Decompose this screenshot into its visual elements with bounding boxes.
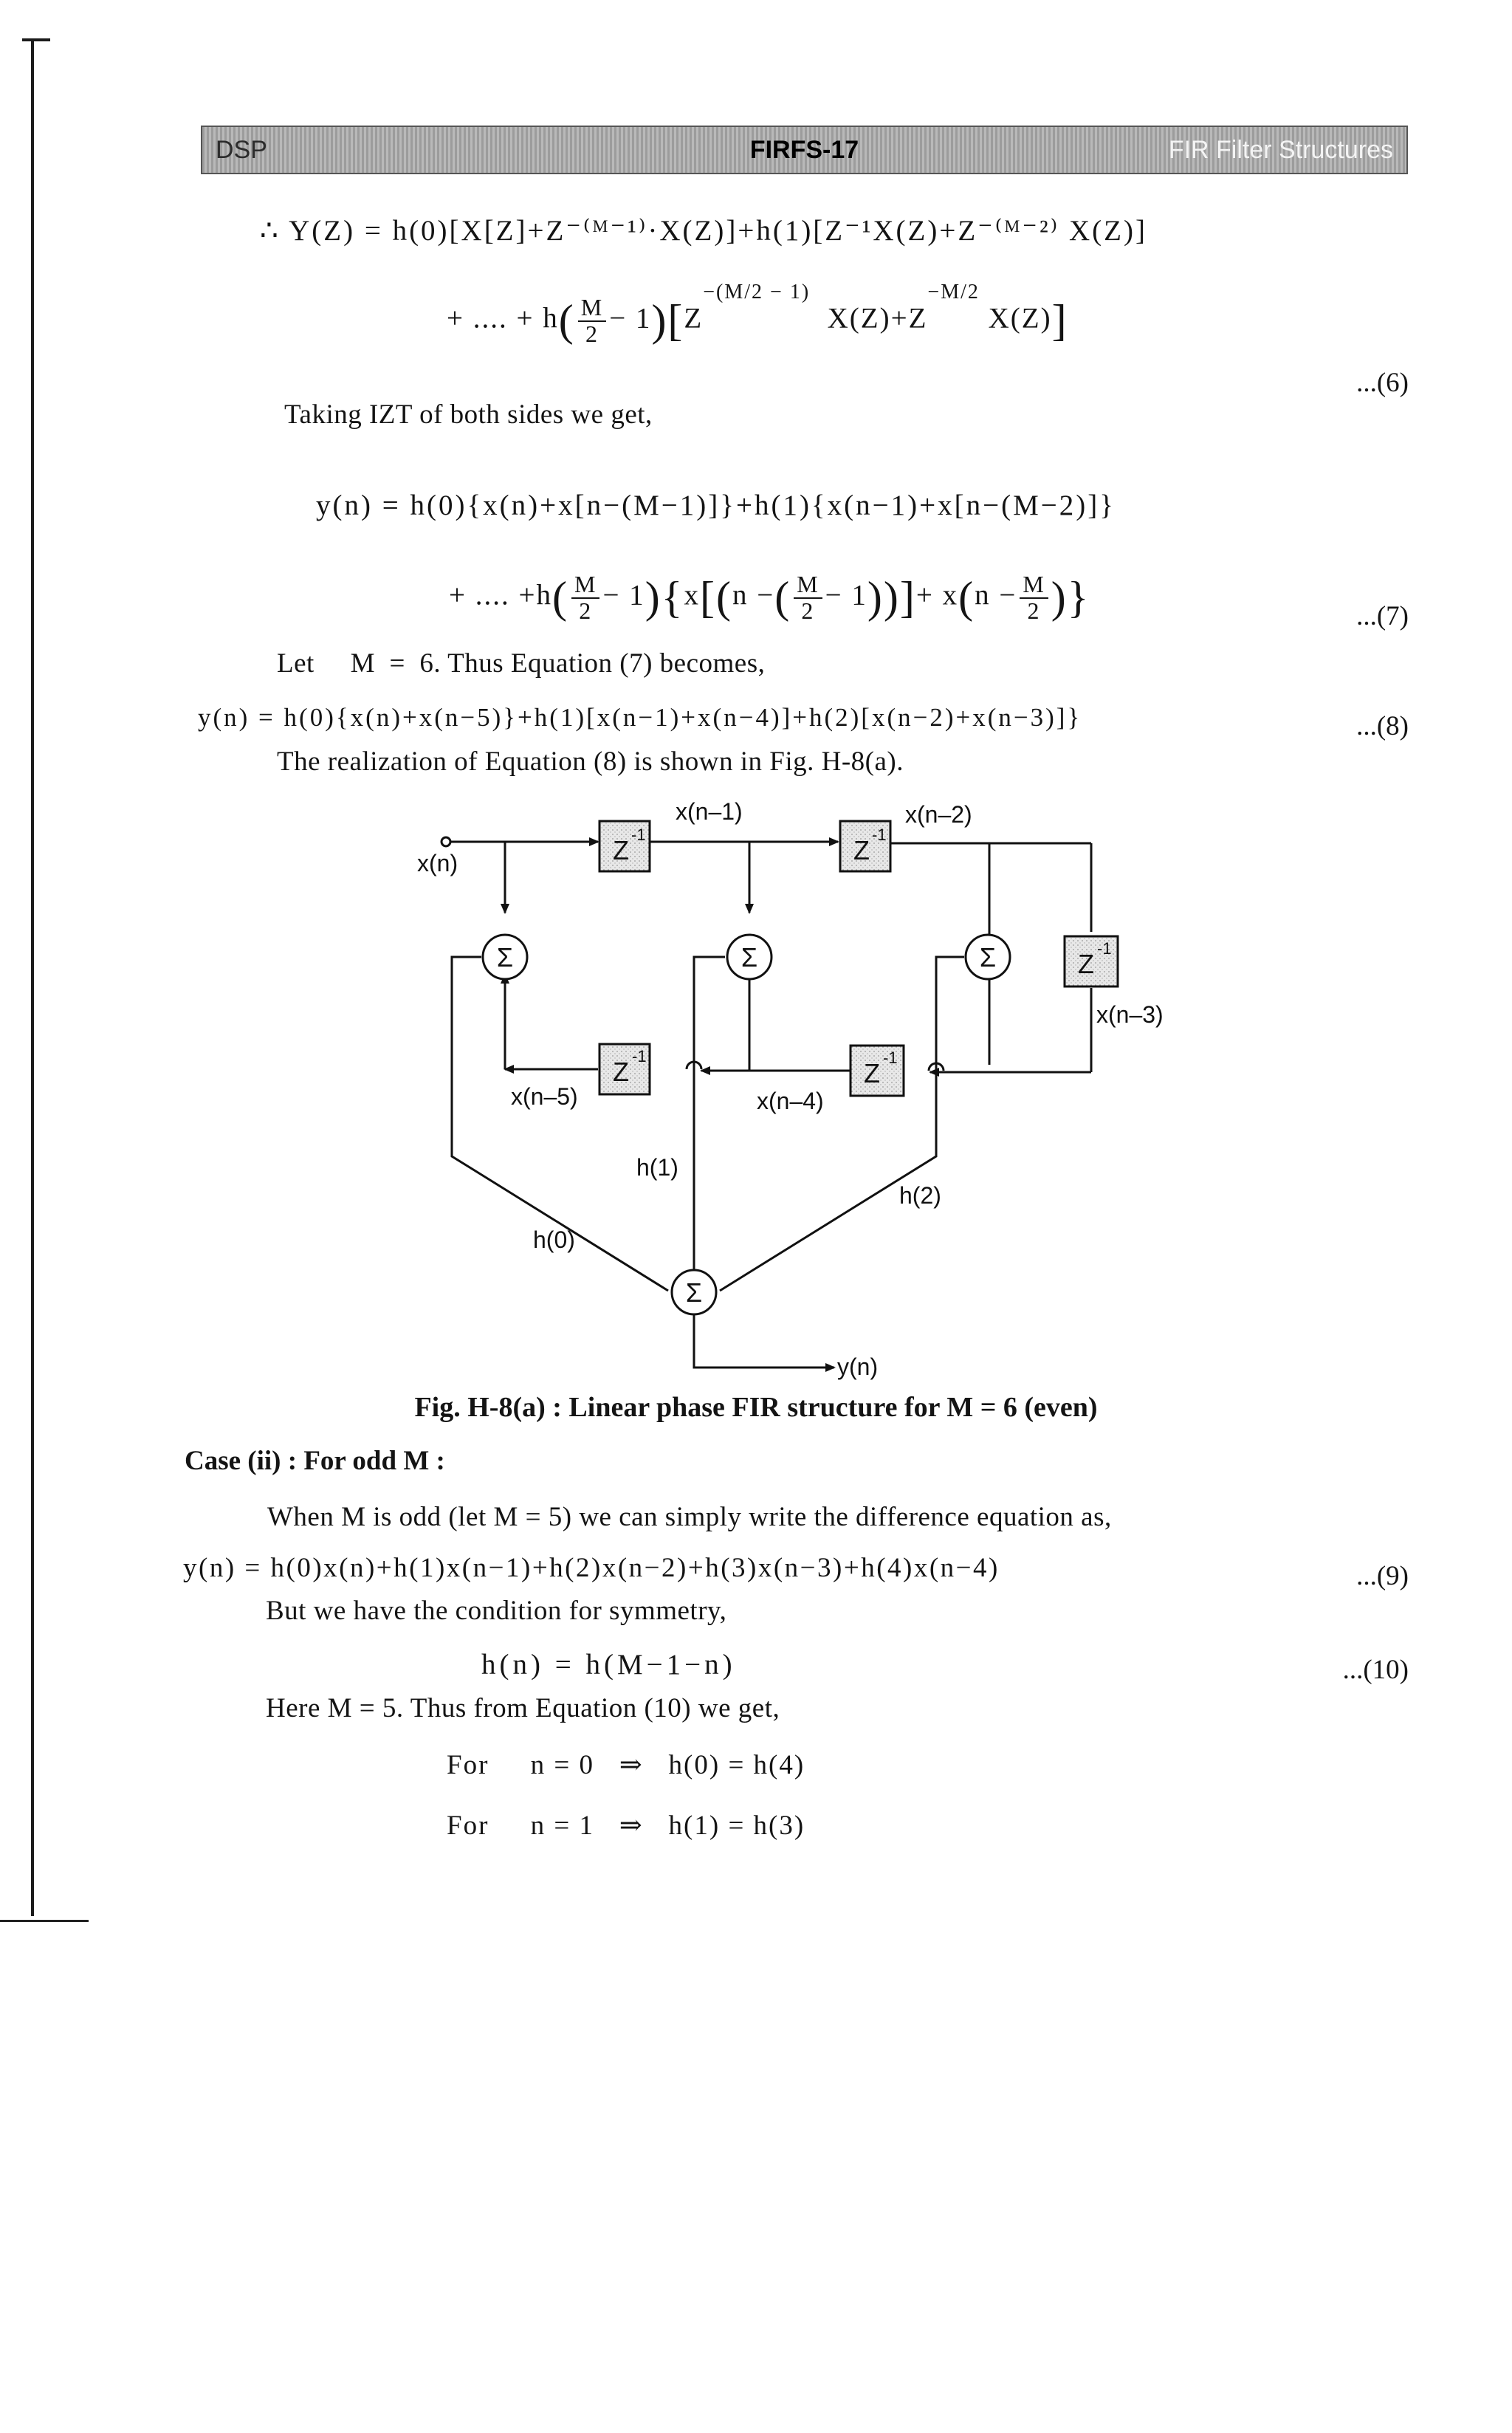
for-label: For [447,1750,489,1780]
summer-output-symbol: Σ [685,1277,703,1308]
label-h1: h(1) [636,1154,678,1181]
eq7-n-minus-2: n − [975,579,1017,611]
eq6-xz: X(Z)+Z [827,302,928,334]
eq7-minus: − 1 [602,579,645,611]
equation-6-line1: ∴ Y(Z) = h(0)[X[Z]+Z⁻⁽ᴹ⁻¹⁾·X(Z)]+h(1)[Z⁻¹X(Z)+Z⁻⁽ᴹ⁻²⁾ X(Z)] [260,215,1147,247]
eq7-fraction-3: $\frac{M}{2}$ [1020,572,1048,623]
eq6-exp2: −M/2 [927,280,980,303]
equation-7-line2: + .... +h( $\frac{M}{2}$ − 1){x[(n −( $\frac{M}{2}$ − 1))]+ x(n − $\frac{M}{2}$ )} [449,571,1090,624]
delay-exp-4: -1 [883,1049,898,1067]
for-result: h(0) = h(4) [668,1750,805,1780]
equation-9: y(n) = h(0)x(n)+h(1)x(n−1)+h(2)x(n−2)+h(3)x(n−3)+h(4)x(n−4) [183,1553,1000,1583]
equation-9-number: ...(9) [1356,1561,1409,1591]
label-xn3: x(n–3) [1096,1001,1164,1028]
for-label: For [447,1811,489,1841]
case-ii-heading: Case (ii) : For odd M : [185,1446,445,1476]
label-xn: x(n) [417,850,458,876]
eq6-end: X(Z) [988,302,1052,334]
delay-label-5: Z [613,1057,629,1087]
eq7-prefix: + .... +h [449,579,552,611]
delay-exp-3: -1 [1097,939,1112,958]
delay-label-1: Z [613,835,629,865]
equation-7-number: ...(7) [1356,601,1409,631]
for-row-0 [447,1749,805,1781]
label-xn1: x(n–1) [676,798,743,825]
eq6-z: Z [684,302,704,334]
for-row-1 [447,1809,805,1842]
summer-2-symbol: Σ [740,942,758,972]
label-yn: y(n) [837,1353,879,1380]
eq7-fraction-1: $\frac{M}{2}$ [571,572,599,623]
text-odd-m: When M is odd (let M = 5) we can simply write the difference equation as, [267,1502,1112,1532]
eq6-prefix: + .... + h [447,302,559,334]
equation-6-number: ...(6) [1356,368,1409,398]
for-cond: n = 1 [530,1811,595,1841]
label-xn5: x(n–5) [511,1083,578,1110]
delay-label-2: Z [853,835,870,865]
delay-exp-2: -1 [872,826,887,844]
header-left: DSP [216,136,267,164]
text-taking-izt: Taking IZT of both sides we get, [284,399,653,430]
text-here-m5: Here M = 5. Thus from Equation (10) we get, [266,1693,780,1723]
summer-1-symbol: Σ [496,942,514,972]
equation-10: h(n) = h(M−1−n) [481,1649,736,1681]
label-h0: h(0) [533,1226,575,1253]
label-h2: h(2) [899,1182,941,1209]
delay-exp-5: -1 [632,1047,647,1065]
let-equals: = [389,648,405,679]
header-chapter: FIR Filter Structures [1168,136,1393,164]
header-page-id: FIRFS-17 [749,136,859,164]
equation-10-number: ...(10) [1342,1655,1409,1685]
delay-label-3: Z [1078,949,1094,979]
equation-8: y(n) = h(0){x(n)+x(n−5)}+h(1)[x(n−1)+x(n−4)]+h(2)[x(n−2)+x(n−3)]} [198,703,1082,732]
eq6-minus: − 1 [609,302,652,334]
equation-8-number: ...(8) [1356,711,1409,741]
wire-h1 [694,957,725,1270]
wire-h2 [720,957,964,1291]
implies-arrow: ⇒ [619,1811,644,1841]
wire-output [694,1314,834,1368]
label-xn4: x(n–4) [757,1088,824,1114]
equation-7-line1: y(n) = h(0){x(n)+x[n−(M−1)]}+h(1){x(n−1)+x[n−(M−2)]} [316,490,1116,521]
for-cond: n = 0 [530,1750,595,1780]
eq7-minus-2: − 1 [825,579,867,611]
input-node [441,837,450,846]
delay-exp-1: -1 [631,826,646,844]
eq7-plus-x: + x [915,579,959,611]
equation-6-line2: + .... + h( $\frac{M}{2}$ − $1)[Z^{-(M/2 - 1)}$ $X(Z)+Z^{-M/2}$ X(Z)] [447,280,1068,347]
eq7-x: x [684,579,700,611]
eq6-fraction: $\frac{M}{2}$ [578,295,606,346]
text-symmetry: But we have the condition for symmetry, [266,1596,727,1626]
let-word: Let [277,648,315,679]
implies-arrow: ⇒ [619,1750,644,1780]
eq7-n-minus: n − [732,579,775,611]
let-rest: 6. Thus Equation (7) becomes, [419,648,766,679]
delay-label-4: Z [864,1058,880,1088]
let-m: M [350,648,375,679]
text-realization: The realization of Equation (8) is shown in Fig. H-8(a). [277,747,904,777]
label-xn2: x(n–2) [905,801,972,828]
figure-caption: Fig. H-8(a) : Linear phase FIR structure for M = 6 (even) [414,1392,1098,1423]
summer-3-symbol: Σ [979,942,997,972]
eq6-exp1: −(M/2 − 1) [703,280,811,303]
for-result: h(1) = h(3) [668,1811,805,1841]
eq7-fraction-2: $\frac{M}{2}$ [794,572,822,623]
